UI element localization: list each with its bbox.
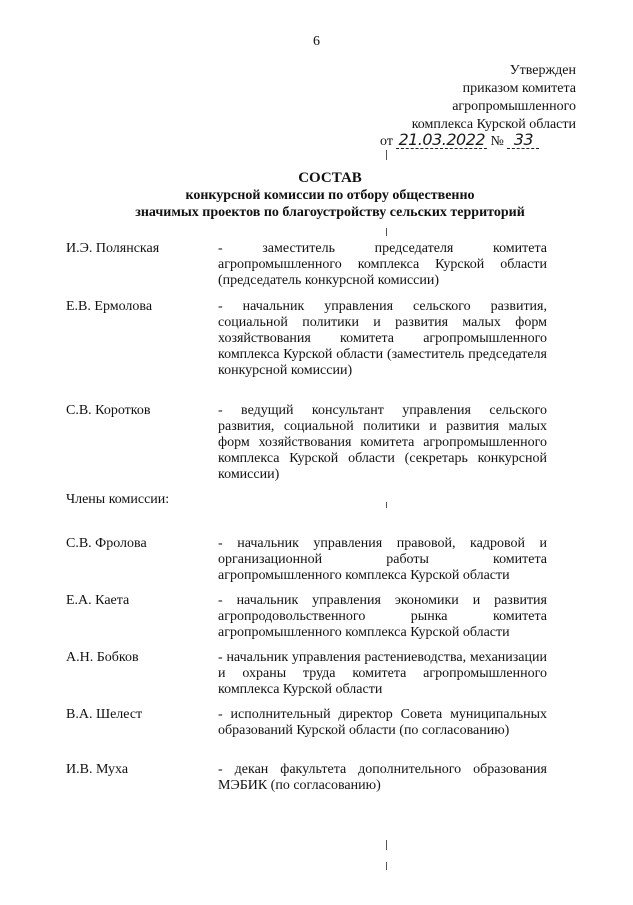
member-position: - заместитель председателя комитета агропромышленного комплекса Курской области (председатель конкурсной комиссии) xyxy=(218,241,547,288)
member-name: А.Н. Бобков xyxy=(66,650,139,665)
member-position: - декан факультета дополнительного образования МЭБИК (по согласованию) xyxy=(218,762,547,793)
member-name: С.В. Фролова xyxy=(66,536,147,551)
member-name: С.В. Коротков xyxy=(66,403,151,418)
member-position: - ведущий консультант управления сельского развития, социальной политики и развития малых форм хозяйствования комитета агропромышленного комплекса Курской области (секретарь конкурсной комиссии) xyxy=(218,403,547,482)
member-name: И.Э. Полянская xyxy=(66,241,160,256)
handwritten-number: 33 xyxy=(507,132,539,149)
member-position: - начальник управления правовой, кадровой и организационной работы комитета агропромышленного комплекса Курской области xyxy=(218,536,547,583)
approval-block xyxy=(390,62,576,134)
member-position: - начальник управления экономики и развития агропродовольственного рынка комитета агропромышленного комплекса Курской области xyxy=(218,593,547,640)
approval-line-3: агропромышленного xyxy=(452,99,576,114)
document-subtitle xyxy=(0,187,633,221)
approval-line-1: Утвержден xyxy=(509,63,576,78)
number-label: № xyxy=(490,134,504,149)
member-position: - начальник управления растениеводства, механизации и охраны труда комитета агропромышленного комплекса Курской области xyxy=(218,650,547,697)
handwritten-date: 21.03.2022 xyxy=(398,130,486,149)
member-name: И.В. Муха xyxy=(66,762,129,777)
member-name: В.А. Шелест xyxy=(66,707,143,722)
scan-mark xyxy=(386,150,387,160)
members-header: Члены комиссии: xyxy=(66,492,170,507)
scan-mark xyxy=(386,228,387,236)
member-position: - исполнительный директор Совета муниципальных образований Курской области (по согласованию) xyxy=(218,707,547,738)
from-label: от xyxy=(380,134,393,149)
member-name: Е.А. Каета xyxy=(66,593,130,608)
scan-mark xyxy=(386,862,387,870)
approval-line-2: приказом комитета xyxy=(462,81,576,96)
approval-line-4: комплекса Курской области xyxy=(411,117,576,132)
approval-date-line xyxy=(380,132,539,150)
scan-mark xyxy=(386,502,387,508)
scan-mark xyxy=(386,840,387,850)
subtitle-line-2: значимых проектов по благоустройству сельских территорий xyxy=(135,205,525,220)
page-number: 6 xyxy=(313,34,320,49)
subtitle-line-1: конкурсной комиссии по отбору общественно xyxy=(185,188,475,203)
member-name: Е.В. Ермолова xyxy=(66,299,153,314)
member-position: - начальник управления сельского развития, социальной политики и развития малых форм хозяйствования комитета агропромышленного комплекса Курской области (заместитель председателя конкурсной комиссии) xyxy=(218,299,547,378)
document-title: СОСТАВ xyxy=(298,170,362,186)
